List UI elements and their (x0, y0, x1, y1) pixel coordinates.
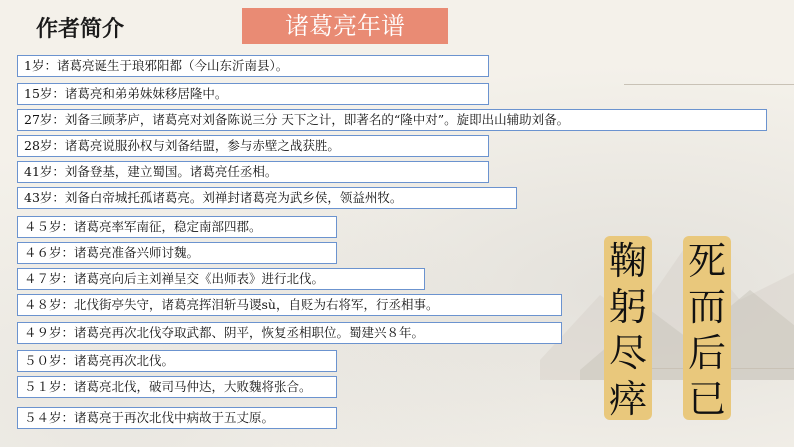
timeline-row: ４７岁：诸葛亮向后主刘禅呈交《出师表》进行北伐。 (17, 268, 425, 290)
idiom-char: 躬 (608, 285, 647, 329)
section-title: 作者简介 (36, 17, 125, 42)
timeline-row: 1岁：诸葛亮诞生于琅邪阳都（今山东沂南县）。 (17, 55, 489, 77)
timeline-row: 15岁：诸葛亮和弟弟妹妹移居隆中。 (17, 83, 489, 105)
timeline-row: 27岁：刘备三顾茅庐，诸葛亮对刘备陈说三分 天下之计，即著名的“隆中对”。旋即出山辅助刘备。 (17, 109, 767, 131)
idiom-char: 死 (687, 239, 726, 283)
page-title-banner: 诸葛亮年谱 (242, 8, 448, 44)
timeline-row: ５１岁：诸葛亮北伐，破司马仲达，大败魏将张合。 (17, 376, 337, 398)
idiom-char: 后 (687, 331, 726, 375)
idiom-char: 鞠 (608, 239, 647, 283)
timeline-row: ４６岁：诸葛亮准备兴师讨魏。 (17, 242, 337, 264)
timeline-row: 28岁：诸葛亮说服孙权与刘备结盟，参与赤壁之战获胜。 (17, 135, 489, 157)
idiom-banner-right (683, 236, 731, 420)
timeline-row: 43岁：刘备白帝城托孤诸葛亮。刘禅封诸葛亮为武乡侯，领益州牧。 (17, 187, 517, 209)
timeline-row: ４５岁：诸葛亮率军南征，稳定南部四郡。 (17, 216, 337, 238)
timeline-row: 41岁：刘备登基，建立蜀国。诸葛亮任丞相。 (17, 161, 489, 183)
decorative-line (624, 84, 794, 85)
timeline-row: ４９岁：诸葛亮再次北伐夺取武都、阴平，恢复丞相职位。蜀建兴８年。 (17, 322, 562, 344)
timeline-row: ４８岁：北伐街亭失守，诸葛亮挥泪斩马谡sù，自贬为右将军，行丞相事。 (17, 294, 562, 316)
ink-mountain-decoration (540, 200, 794, 380)
timeline-row: ５０岁：诸葛亮再次北伐。 (17, 350, 337, 372)
idiom-char: 瘁 (608, 377, 647, 421)
idiom-char: 尽 (608, 331, 647, 375)
idiom-char: 已 (687, 377, 726, 421)
idiom-banner-left (604, 236, 652, 420)
idiom-char: 而 (687, 285, 726, 329)
timeline-row: ５４岁：诸葛亮于再次北伐中病故于五丈原。 (17, 407, 337, 429)
